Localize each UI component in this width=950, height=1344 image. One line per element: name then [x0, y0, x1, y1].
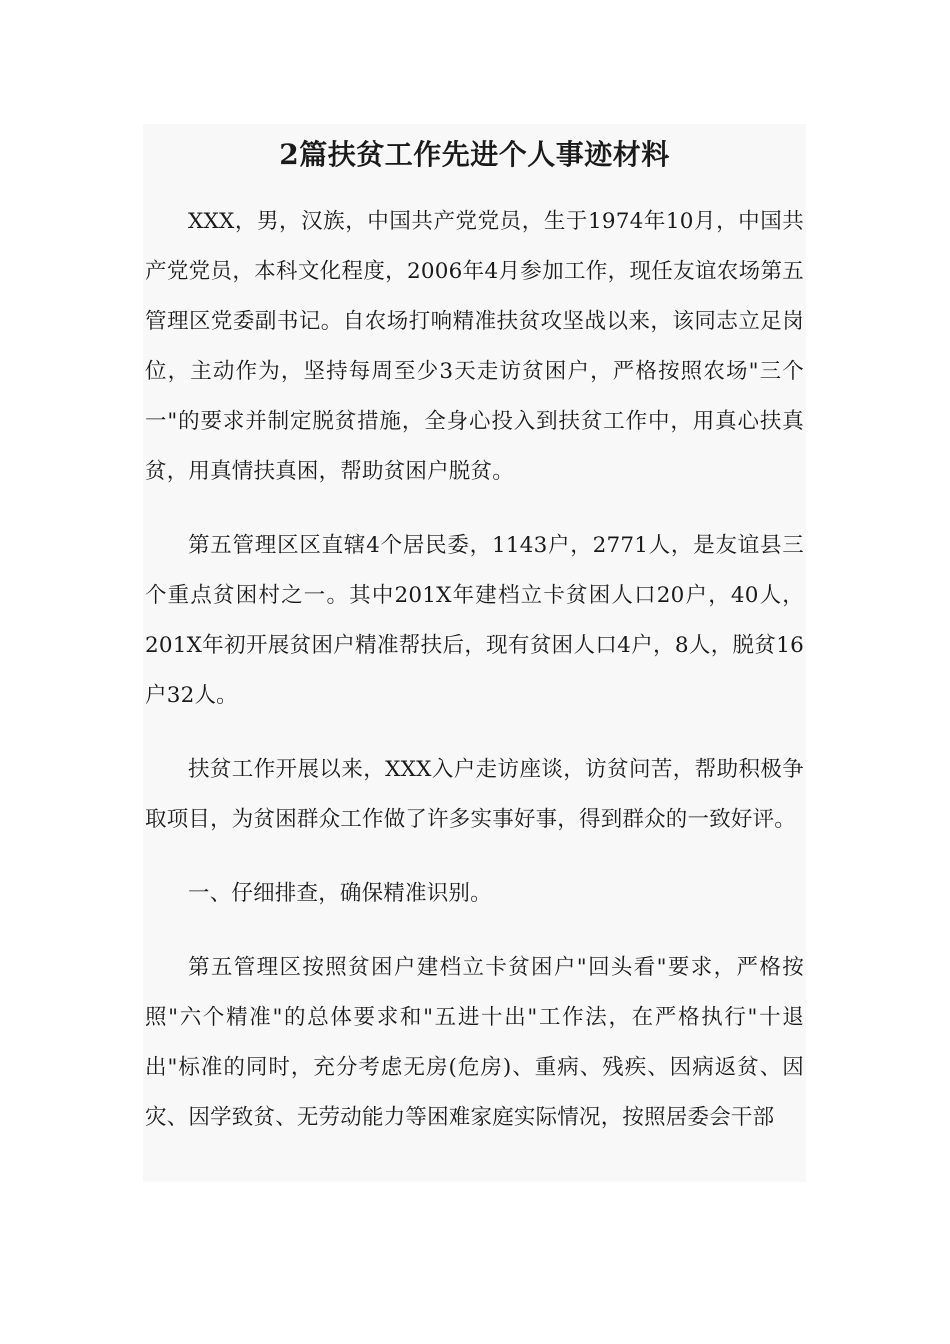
- document-page: [143, 124, 806, 1182]
- paragraph-screening: 第五管理区按照贫困户建档立卡贫困户"回头看"要求，严格按照"六个精准"的总体要求和"五进十出"工作法，在严格执行"十退出"标准的同时，充分考虑无房(危房)、重病、残疾、因病返贫、因灾、因学致贫、无劳动能力等困难家庭实际情况，按照居委会干部: [145, 955, 804, 1130]
- paragraph-district: 第五管理区区直辖4个居民委，1143户，2771人，是友谊县三个重点贫困村之一。其中201X年建档立卡贫困人口20户，40人，201X年初开展贫困户精准帮扶后，现有贫困人口4户，8人，脱贫16户32人。: [145, 533, 804, 708]
- document-body: [143, 197, 806, 1143]
- paragraph-work: 扶贫工作开展以来，XXX入户走访座谈，访贫问苦，帮助积极争取项目，为贫困群众工作做了许多实事好事，得到群众的一致好评。: [145, 757, 804, 832]
- document-title: 2篇扶贫工作先进个人事迹材料: [279, 138, 670, 171]
- section-heading: 一、仔细排查，确保精准识别。: [188, 881, 492, 906]
- paragraph-intro: XXX，男，汉族，中国共产党党员，生于1974年10月，中国共产党党员，本科文化程度，2006年4月参加工作，现任友谊农场第五管理区党委副书记。自农场打响精准扶贫攻坚战以来，该同志立足岗位，主动作为，坚持每周至少3天走访贫困户，严格按照农场"三个一"的要求并制定脱贫措施，全身心投入到扶贫工作中，用真心扶真贫，用真情扶真困，帮助贫困户脱贫。: [145, 209, 804, 484]
